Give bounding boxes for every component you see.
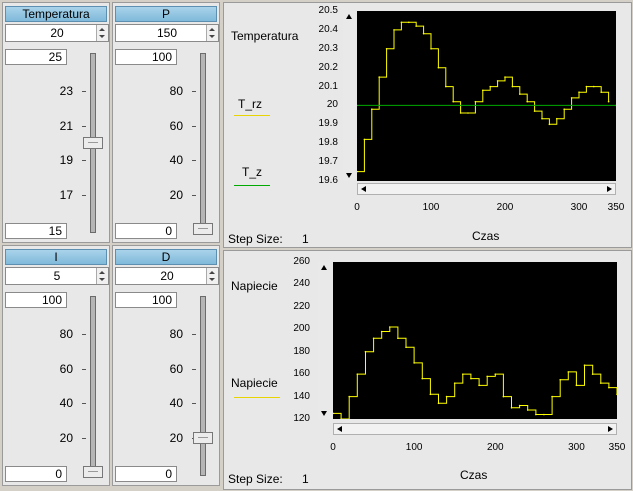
chart-label-napiecie: Napiecie <box>231 279 278 293</box>
series-point <box>333 413 334 415</box>
spin-arrows-icon[interactable] <box>96 268 108 284</box>
spin-arrows-icon[interactable] <box>206 268 218 284</box>
y-tick-label: 20.1 <box>318 80 338 92</box>
series-point <box>348 396 350 398</box>
series-point <box>559 379 561 381</box>
panel-header-d: D <box>115 249 217 265</box>
x-tick-label: 100 <box>405 442 423 453</box>
series-point <box>563 108 565 110</box>
series-point <box>364 139 366 141</box>
series-point <box>357 171 358 173</box>
series-point <box>438 403 440 405</box>
y-tick-label: 20.3 <box>318 42 338 54</box>
temperatura-spin-value: 20 <box>50 26 64 40</box>
series-point <box>551 396 553 398</box>
series-point <box>357 373 359 375</box>
chart-panel-napiecie <box>223 250 632 490</box>
y-tick-label: 120 <box>293 413 310 424</box>
series-point <box>534 110 536 112</box>
series-point <box>373 337 375 339</box>
slider-tick-mark <box>82 195 86 196</box>
series-point <box>486 376 488 378</box>
slider-tick-mark <box>192 369 196 370</box>
series-point <box>504 76 506 78</box>
series-point <box>600 91 602 93</box>
control-panel-temperatura <box>2 2 110 243</box>
series-point <box>576 385 578 387</box>
legend-line-t-rz <box>234 115 270 116</box>
series-point <box>503 396 505 398</box>
series-point <box>438 67 440 69</box>
series-point <box>397 337 399 339</box>
i-spin-input[interactable] <box>5 267 109 285</box>
slider-tick-label: 20 <box>59 430 73 445</box>
x-axis-label: Czas <box>460 468 488 482</box>
series-point <box>543 414 545 416</box>
legend-label-t-rz: T_rz <box>238 97 262 111</box>
series-point <box>592 373 594 375</box>
slider-tick-label: 23 <box>59 84 73 99</box>
series-point <box>600 382 602 384</box>
series-point <box>512 86 514 88</box>
slider-tick-label: 21 <box>59 118 73 133</box>
series-point <box>541 118 543 120</box>
legend-line-t-z <box>234 185 270 186</box>
panel-header-i: I <box>5 249 107 265</box>
y-tick-label: 19.7 <box>318 156 338 168</box>
scroll-left-icon[interactable] <box>361 186 366 192</box>
series-point <box>415 25 417 27</box>
d-min-field[interactable]: 0 <box>115 466 177 482</box>
slider-tick-mark <box>192 91 196 92</box>
series-point <box>470 378 472 380</box>
series-point <box>535 414 537 416</box>
slider-tick-mark <box>82 438 86 439</box>
d-spin-input[interactable] <box>115 267 219 285</box>
control-panel-i <box>2 245 110 486</box>
series-point <box>584 364 586 366</box>
series-point <box>430 394 432 396</box>
series-point <box>549 124 551 126</box>
slider-tick-mark <box>82 369 86 370</box>
series-point <box>386 48 388 50</box>
panel-header-temperatura: Temperatura <box>5 6 107 22</box>
series-point <box>408 22 410 24</box>
temperatura-max-field[interactable]: 25 <box>5 49 67 65</box>
series-point <box>393 29 395 31</box>
series-point <box>389 326 391 328</box>
y-tick-label: 19.6 <box>318 175 338 186</box>
y-tick-label: 160 <box>293 368 310 380</box>
scroll-left-icon[interactable] <box>337 426 342 432</box>
y-tick-label: 20.5 <box>318 5 338 16</box>
slider-tick-label: 19 <box>59 153 73 168</box>
series-point <box>365 351 367 353</box>
series-point <box>467 112 469 114</box>
slider-tick-label: 40 <box>169 153 183 168</box>
slider-tick-label: 80 <box>59 327 73 342</box>
temperatura-plot <box>357 11 616 181</box>
slider-tick-mark <box>192 160 196 161</box>
slider-tick-label: 60 <box>59 361 73 376</box>
top-x-scrollbar[interactable] <box>357 183 616 195</box>
series-point <box>511 407 513 409</box>
temperatura-min-field[interactable]: 15 <box>5 223 67 239</box>
y-tick-label: 240 <box>293 278 310 290</box>
slider-tick-mark <box>82 126 86 127</box>
series-point <box>586 86 588 88</box>
y-tick-label: 19.8 <box>318 137 338 149</box>
y-tick-label: 20 <box>326 99 338 111</box>
series-point <box>526 101 528 103</box>
series-point <box>421 378 423 380</box>
slider-tick-label: 40 <box>169 396 183 411</box>
y-tick-label: 180 <box>293 345 310 357</box>
chart-label-temperatura: Temperatura <box>231 29 299 43</box>
d-spin-value: 20 <box>160 269 174 283</box>
series-point <box>615 105 616 107</box>
series-line-t-rz <box>357 22 609 171</box>
scroll-down-icon[interactable] <box>346 173 352 178</box>
p-max-field[interactable]: 100 <box>115 49 177 65</box>
series-point <box>401 22 403 24</box>
i-max-field[interactable]: 100 <box>5 292 67 308</box>
series-point <box>405 346 407 348</box>
p-slider-track[interactable] <box>200 53 206 233</box>
bottom-x-scrollbar[interactable] <box>333 423 617 435</box>
series-point <box>413 362 415 364</box>
bottom-y-scrollbar[interactable] <box>318 262 330 419</box>
step-size-value: 1 <box>302 232 309 246</box>
step-size-value: 1 <box>302 472 309 486</box>
series-point <box>423 33 425 35</box>
y-tick-label: 260 <box>293 256 310 267</box>
series-point <box>340 418 342 419</box>
series-point <box>497 80 499 82</box>
chart-panel-temperatura <box>223 2 632 248</box>
series-point <box>527 409 529 411</box>
spin-arrows-icon[interactable] <box>206 25 218 41</box>
scroll-up-icon[interactable] <box>321 265 327 270</box>
slider-tick-label: 80 <box>169 84 183 99</box>
napiecie-plot <box>333 262 617 419</box>
series-point <box>519 405 521 407</box>
slider-tick-mark <box>82 334 86 335</box>
y-tick-label: 20.2 <box>318 61 338 73</box>
series-point <box>460 112 462 114</box>
series-line-napiecie <box>333 327 617 419</box>
x-tick-label: 350 <box>608 442 626 453</box>
slider-tick-label: 20 <box>169 187 183 202</box>
d-slider-track[interactable] <box>200 296 206 476</box>
series-point <box>462 373 464 375</box>
series-point <box>430 48 432 50</box>
d-max-field[interactable]: 100 <box>115 292 177 308</box>
i-min-field[interactable]: 0 <box>5 466 67 482</box>
series-point <box>482 90 484 92</box>
x-tick-label: 300 <box>570 202 588 213</box>
x-axis-label: Czas <box>472 229 500 243</box>
x-tick-label: 0 <box>354 202 360 213</box>
series-point <box>454 382 456 384</box>
slider-tick-label: 60 <box>169 118 183 133</box>
x-tick-label: 200 <box>486 442 504 453</box>
x-tick-label: 0 <box>330 442 336 453</box>
series-point <box>478 385 480 387</box>
p-min-field[interactable]: 0 <box>115 223 177 239</box>
y-tick-label: 19.9 <box>318 118 338 130</box>
series-point <box>357 105 358 107</box>
legend-label-t-z: T_z <box>242 165 263 179</box>
slider-tick-mark <box>192 334 196 335</box>
top-y-scrollbar[interactable] <box>343 11 355 181</box>
series-point <box>378 76 380 78</box>
series-point <box>519 93 521 95</box>
scroll-down-icon[interactable] <box>321 411 327 416</box>
p-spin-value: 150 <box>156 26 178 40</box>
temperatura-spin-input[interactable] <box>5 24 109 42</box>
slider-tick-mark <box>82 91 86 92</box>
series-point <box>616 394 617 396</box>
slider-tick-mark <box>192 126 196 127</box>
scroll-right-icon[interactable] <box>607 186 612 192</box>
y-tick-label: 20.4 <box>318 23 338 35</box>
x-tick-label: 300 <box>568 442 585 453</box>
i-slider-track[interactable] <box>90 296 96 476</box>
control-panel-d <box>112 245 220 486</box>
p-slider-thumb[interactable] <box>193 223 213 235</box>
series-point <box>578 91 580 93</box>
series-point <box>381 331 383 333</box>
series-point <box>494 373 496 375</box>
step-size-label: Step Size: <box>228 472 283 486</box>
slider-tick-mark <box>82 403 86 404</box>
spin-arrows-icon[interactable] <box>96 25 108 41</box>
y-tick-label: 200 <box>293 323 310 335</box>
series-point <box>452 101 454 103</box>
series-point <box>446 396 448 398</box>
y-tick-label: 220 <box>293 300 310 312</box>
series-point <box>571 97 573 99</box>
p-spin-input[interactable] <box>115 24 219 42</box>
control-panel-p <box>112 2 220 243</box>
i-spin-value: 5 <box>53 269 61 283</box>
x-tick-label: 100 <box>422 202 440 213</box>
slider-tick-mark <box>192 195 196 196</box>
temperatura-slider-thumb[interactable] <box>83 137 103 149</box>
d-slider-thumb[interactable] <box>193 432 213 444</box>
slider-tick-label: 60 <box>169 361 183 376</box>
legend-label-napiecie: Napiecie <box>231 376 278 390</box>
x-tick-label: 350 <box>607 202 625 213</box>
series-point <box>568 371 570 373</box>
slider-tick-label: 17 <box>59 187 73 202</box>
series-point <box>608 387 610 389</box>
series-point <box>489 86 491 88</box>
slider-tick-label: 80 <box>169 327 183 342</box>
legend-line-napiecie <box>234 397 280 398</box>
step-size-label: Step Size: <box>228 232 283 246</box>
slider-tick-mark <box>192 403 196 404</box>
x-tick-label: 200 <box>496 202 514 213</box>
slider-tick-label: 40 <box>59 396 73 411</box>
scroll-up-icon[interactable] <box>346 14 352 19</box>
scroll-right-icon[interactable] <box>608 426 613 432</box>
series-point <box>371 108 373 110</box>
panel-header-p: P <box>115 6 217 22</box>
slider-tick-label: 20 <box>169 430 183 445</box>
i-slider-thumb[interactable] <box>83 466 103 478</box>
slider-tick-mark <box>82 160 86 161</box>
y-tick-label: 140 <box>293 390 310 402</box>
series-point <box>593 86 595 88</box>
series-point <box>608 101 610 103</box>
series-point <box>445 86 447 88</box>
series-point <box>475 101 477 103</box>
series-point <box>556 118 558 120</box>
